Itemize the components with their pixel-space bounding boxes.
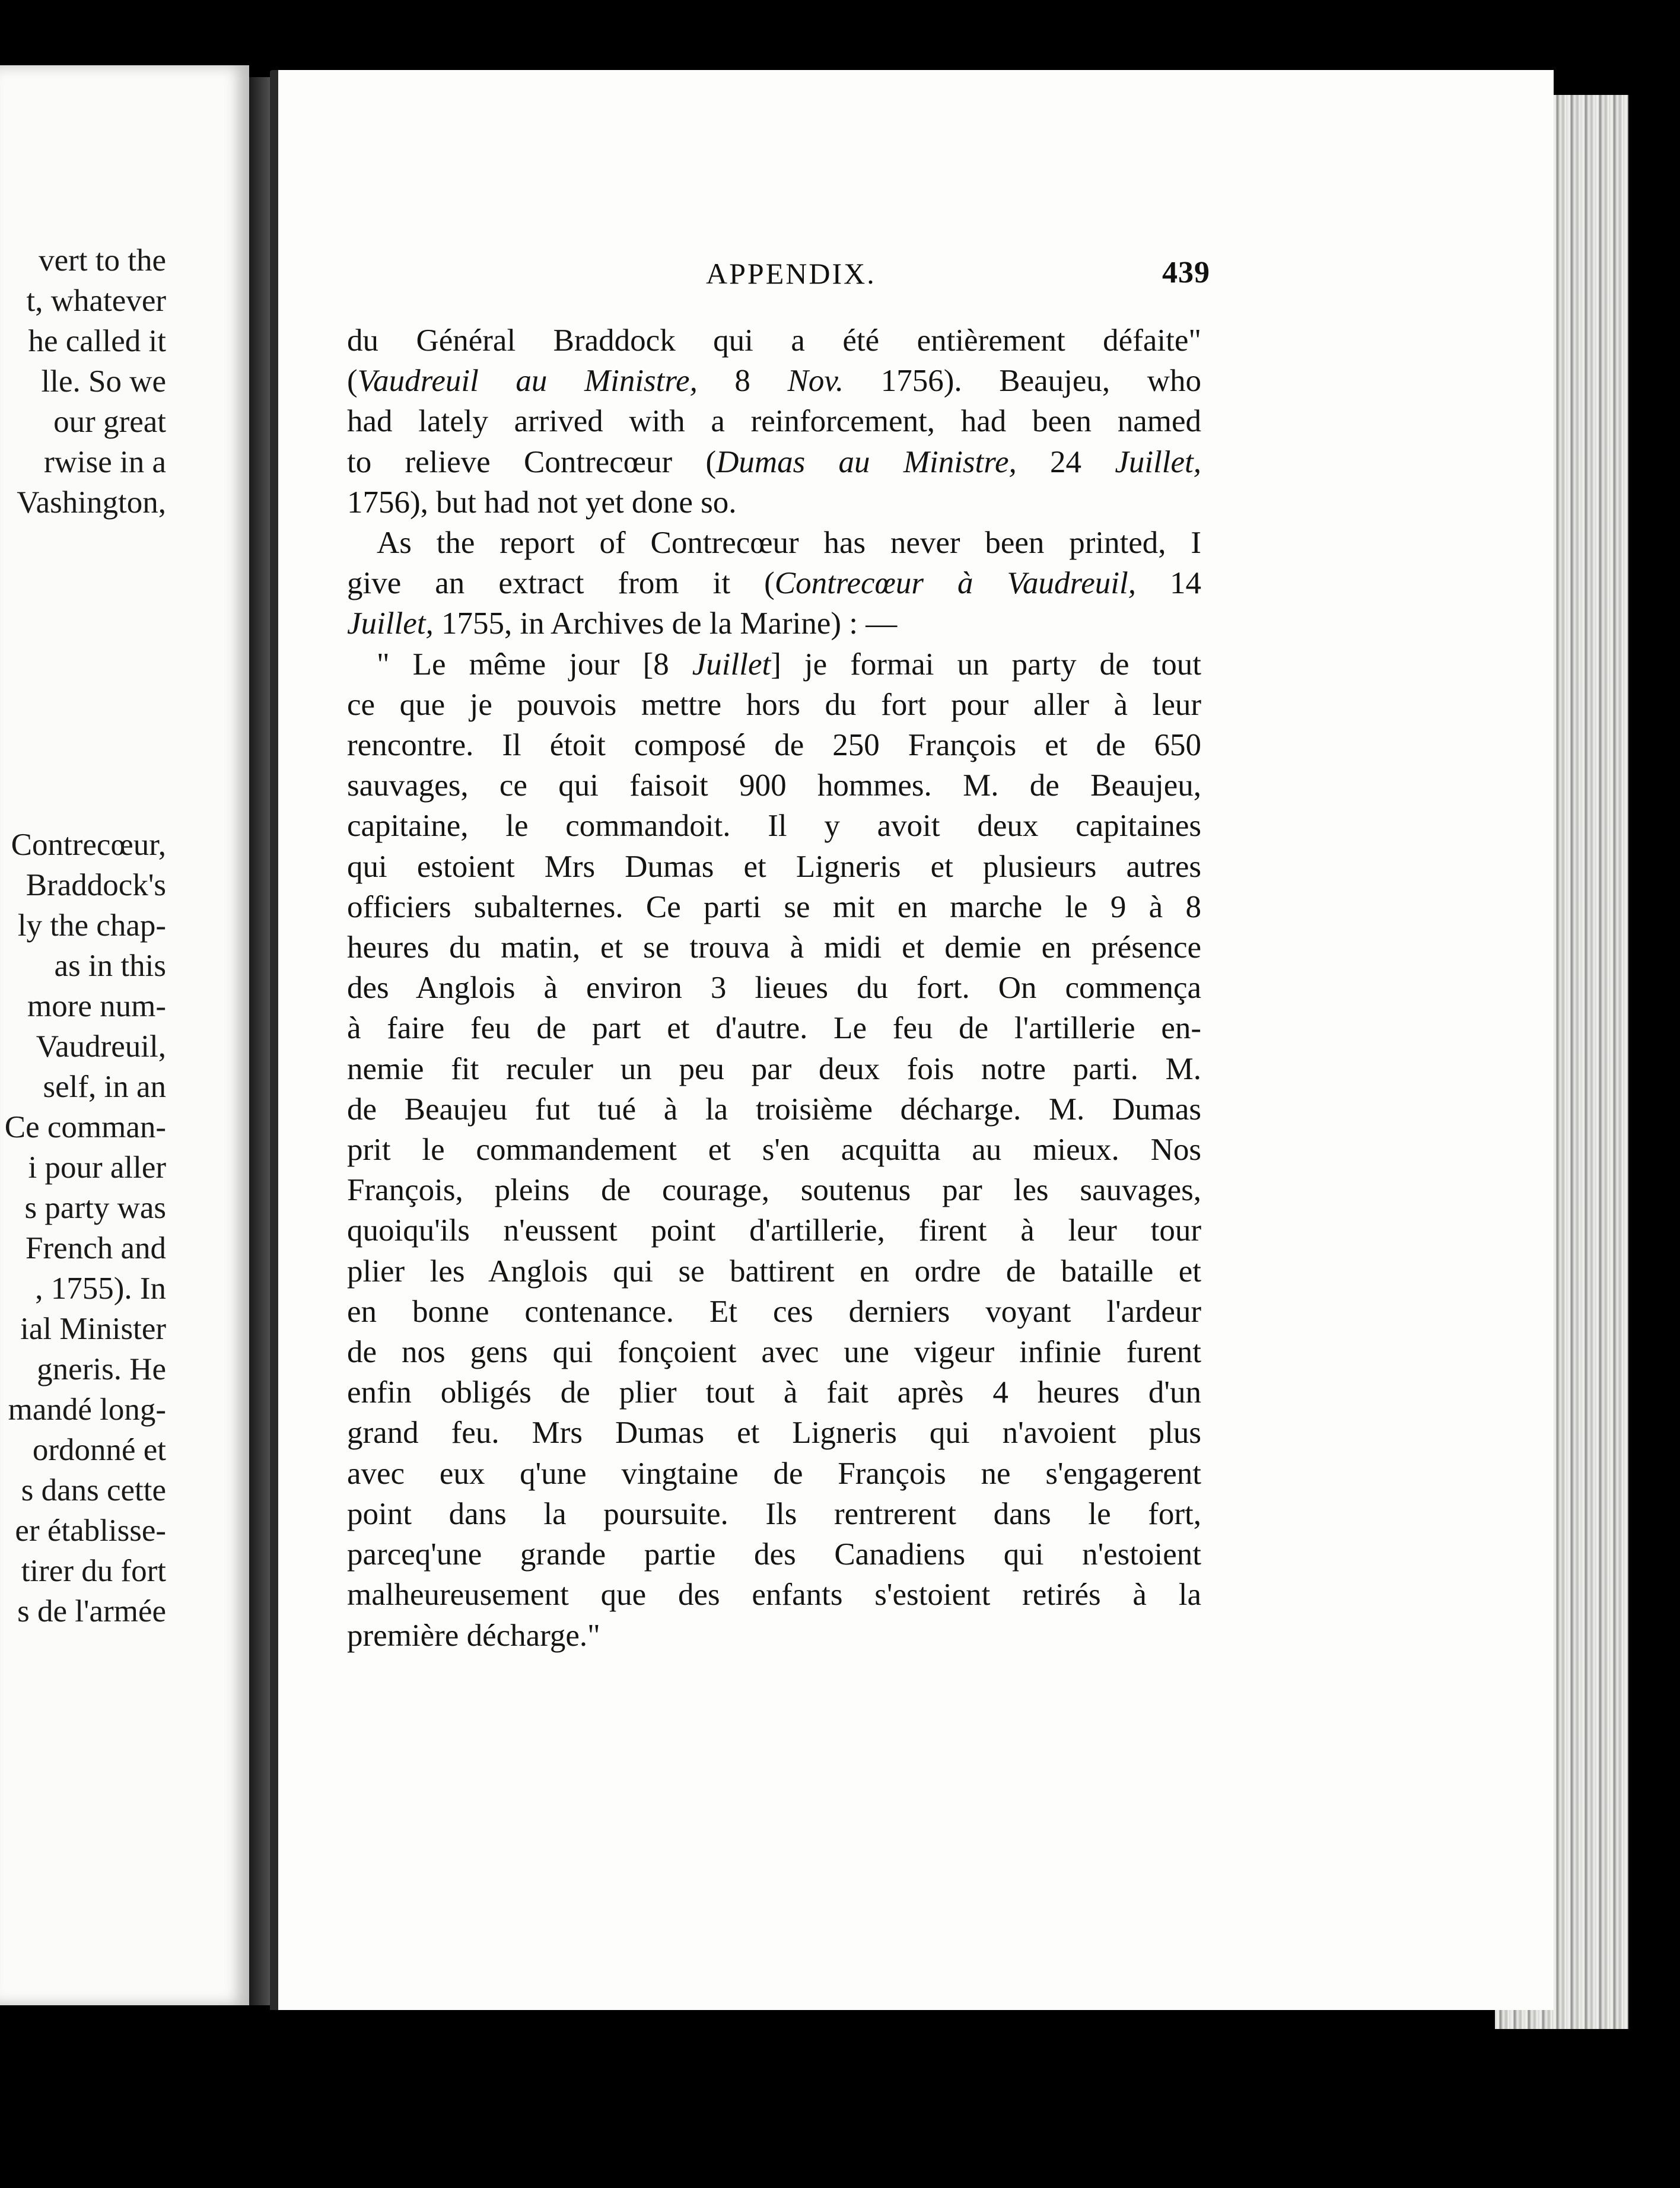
running-title: APPENDIX. [706,257,876,290]
text-line: to relieve Contrecœur (Dumas au Ministre, 24 Juillet, [347,444,1202,479]
text-line: officiers subalternes. Ce parti se mit en marche le 9 à 8 [347,889,1201,924]
left-page-line: more num- [27,989,166,1023]
left-page-line: i pour aller [28,1150,166,1185]
italic-text: Nov. [787,364,844,399]
text-line: prit le commandement et s'en acquitta au mieux. Nos [347,1133,1201,1168]
text-line: première décharge." [347,1618,600,1653]
left-page-line: ial Minister [20,1312,166,1346]
text-line: capitaine, le commandoit. Il y avoit deux capitaines [347,809,1201,844]
left-page-line: ordonné et [32,1433,166,1467]
text-line: Juillet, 1755, in Archives de la Marine) : — [347,606,898,641]
text-line: grand feu. Mrs Dumas et Ligneris qui n'avoient plus [347,1416,1201,1451]
italic-text: Juillet [692,647,771,682]
text-line: heures du matin, et se trouva à midi et demie en présence [347,930,1201,965]
left-page-line: self, in an [43,1070,166,1104]
text-line: avec eux q'une vingtaine de François ne s'engagerent [347,1456,1201,1491]
left-page-line: gneris. He [37,1352,166,1386]
left-page-line: mandé long- [8,1392,166,1427]
text-line: ce que je pouvois mettre hors du fort pour aller à leur [347,687,1201,722]
left-page-line: er établisse- [15,1513,166,1548]
text-line: 1756), but had not yet done so. [347,485,737,520]
text-line: du Général Braddock qui a été entièrement défaite" [347,323,1201,358]
left-page-line: our great [53,405,166,439]
left-page-line: tirer du fort [21,1554,166,1588]
italic-text: Contrecœur à Vaudreuil, [774,566,1136,601]
left-page-line: ly the chap- [17,908,166,943]
italic-text: Juillet, [347,606,434,641]
text-line: (Vaudreuil au Ministre, 8 Nov. 1756). Beaujeu, who [347,364,1201,399]
italic-text: Juillet, [1115,444,1202,479]
text-line: had lately arrived with a reinforcement, had been named [347,404,1201,439]
left-page-line: French and [26,1231,166,1265]
left-page [0,65,249,2005]
text-line: sauvages, ce qui faisoit 900 hommes. M. de Beaujeu, [347,768,1201,803]
left-page-line: Braddock's [26,868,166,902]
left-page-line: s dans cette [21,1473,166,1508]
italic-text: Vaudreuil au Ministre, [357,364,698,399]
left-page-line: t, whatever [26,284,166,318]
text-line: quoiqu'ils n'eussent point d'artillerie, firent à leur tour [347,1213,1201,1248]
left-page-line: as in this [54,949,166,983]
text-line: qui estoient Mrs Dumas et Ligneris et plusieurs autres [347,849,1201,884]
page-body [347,320,1201,1656]
italic-text: Dumas au Ministre, [716,444,1017,479]
left-page-line: he called it [28,324,166,358]
left-page-line: lle. So we [41,364,166,399]
text-line: parceq'une grande partie des Canadiens qui n'estoient [347,1537,1201,1572]
left-page-line: rwise in a [43,445,166,479]
text-line: " Le même jour [8 Juillet] je formai un party de tout [377,647,1202,682]
text-line: point dans la poursuite. Ils rentrerent dans le fort, [347,1496,1201,1531]
text-line: enfin obligés de plier tout à fait après 4 heures d'un [347,1375,1201,1410]
text-line: de Beaujeu fut tué à la troisième décharge. M. Dumas [347,1092,1201,1127]
left-page-line: , 1755). In [35,1271,166,1306]
left-page-line: vert to the [39,243,166,278]
text-line: nemie fit reculer un peu par deux fois notre parti. M. [347,1051,1201,1086]
left-page-line: s party was [24,1191,166,1225]
text-line: give an extract from it (Contrecœur à Vaudreuil, 14 [347,566,1201,601]
text-line: rencontre. Il étoit composé de 250 François et de 650 [347,728,1201,763]
text-line: plier les Anglois qui se battirent en ordre de bataille et [347,1254,1201,1289]
text-line: de nos gens qui fonçoient avec une vigeur infinie furent [347,1335,1201,1370]
left-page-line: Ce comman- [4,1110,166,1144]
page-number: 439 [1162,256,1210,290]
left-page-line: Contrecœur, [11,828,166,862]
text-line: As the report of Contrecœur has never been printed, I [377,526,1201,561]
running-header [706,256,1210,291]
left-page-line: Vashington, [17,485,166,520]
left-page-line: Vaudreuil, [36,1029,166,1064]
text-line: des Anglois à environ 3 lieues du fort. On commença [347,971,1201,1006]
text-line: François, pleins de courage, soutenus par les sauvages, [347,1173,1201,1208]
text-line: malheureusement que des enfants s'estoient retirés à la [347,1578,1201,1613]
text-line: en bonne contenance. Et ces derniers voyant l'ardeur [347,1294,1201,1329]
text-line: à faire feu de part et d'autre. Le feu de l'artillerie en- [347,1011,1201,1046]
left-page-line: s de l'armée [17,1594,166,1629]
